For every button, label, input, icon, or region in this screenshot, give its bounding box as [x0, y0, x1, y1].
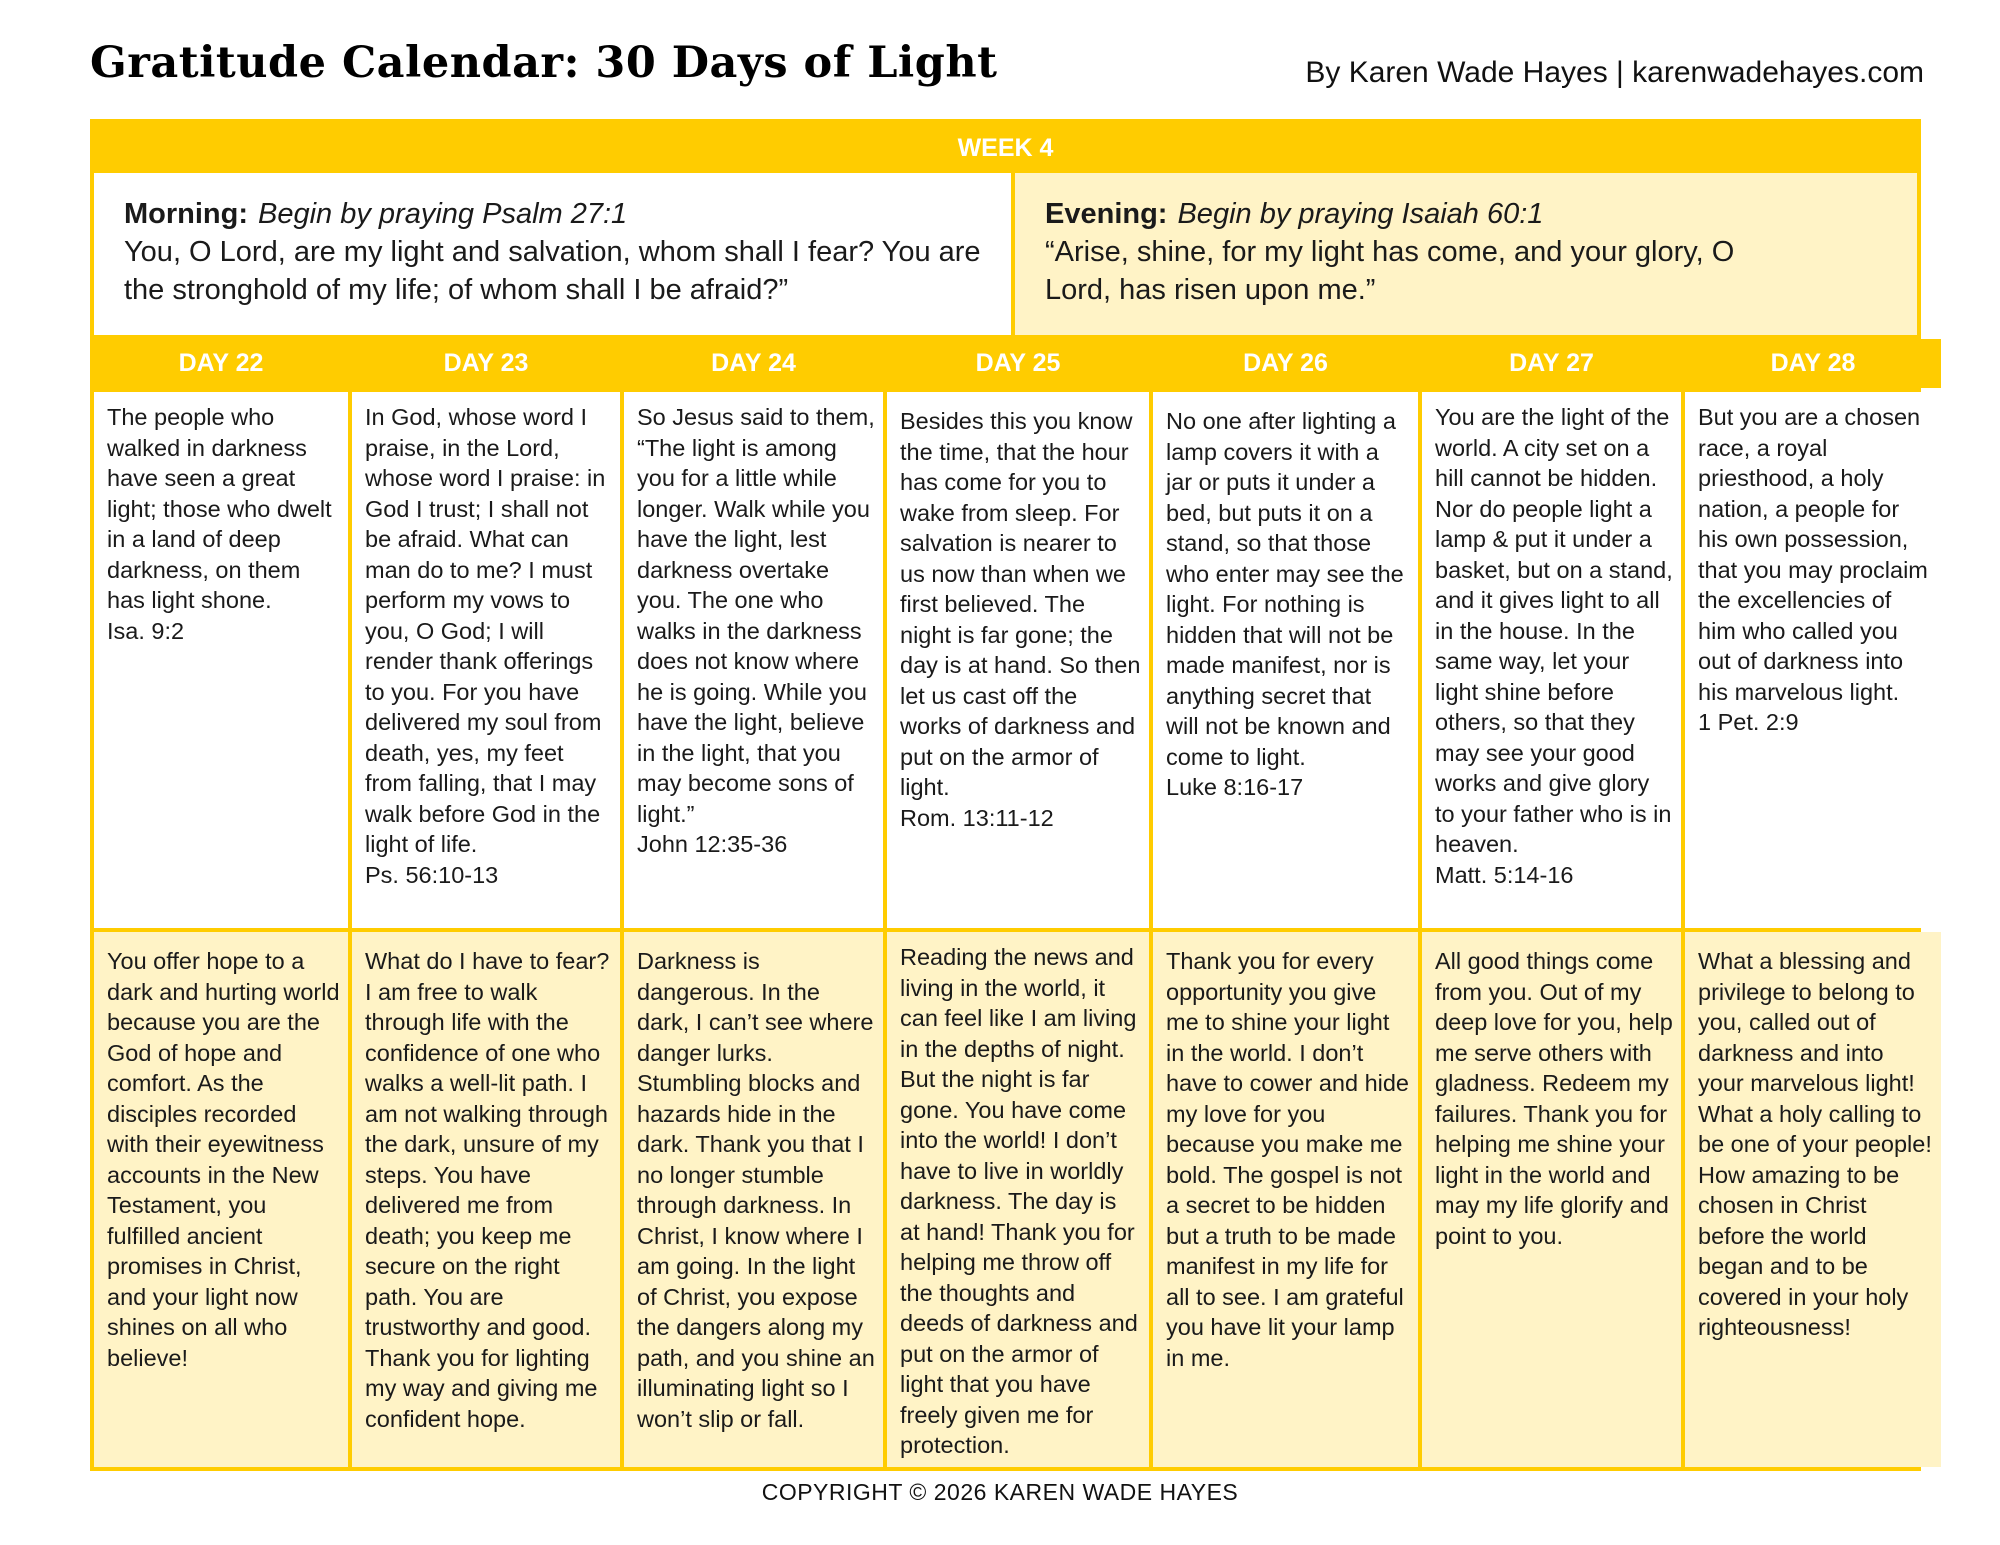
- day-22-verse: [94, 392, 348, 928]
- day-24-verse: [624, 392, 883, 928]
- verse-text: Besides this you know the time, that the hour has come for you to wake from sleep. For salvation is nearer to us now than when we first believed. The night is far gone; the day is at hand. So then let us cast off the works of darkness and put on the armor of light.: [900, 408, 1141, 800]
- day-26-verse: [1153, 392, 1418, 928]
- copyright-footer: COPYRIGHT © 2026 KAREN WADE HAYES: [761, 1479, 1239, 1505]
- morning-intro: Begin by praying Psalm 27:1: [258, 198, 628, 230]
- day-26-reflection: Thank you for every opportunity you give me to shine your light in the world. I don’t have to cower and hide my love for you because you make me bold. The gospel is not a secret to be hidden but a truth to be made manifest in my life for all to see. I am grateful you have lit your lamp in me.: [1153, 932, 1418, 1467]
- verse-text: No one after lighting a lamp covers it with a jar or puts it under a bed, but puts it on a stand, so that those who enter may see the light. For nothing is hidden that will not be made manifest, nor is anything secret that will not be known and come to light.: [1166, 408, 1404, 770]
- verse-text: The people who walked in darkness have seen a great light; those who dwelt in a land of deep darkness, on them has light shone.: [107, 404, 332, 613]
- author-byline: By Karen Wade Hayes | karenwadehayes.com: [1305, 56, 1924, 89]
- day-24-reflection: Darkness is dangerous. In the dark, I can’t see where danger lurks. Stumbling blocks and hazards hide in the dark. Thank you that I no longer stumble through darkness. In Christ, I know where I am going. In the light of Christ, you expose the dangers along my path, and you shine an illuminating light so I won’t slip or fall.: [624, 932, 883, 1467]
- morning-label: Morning:: [124, 198, 249, 230]
- verse-text: In God, whose word I praise, in the Lord, whose word I praise: in God I trust; I shall not be afraid. What can man do to me? I must perform my vows to you, O God; I will render thank offerings to you. For you have delivered my soul from death, yes, my feet from falling, that I may walk before God in the light of life.: [365, 404, 606, 857]
- morning-prayer: [94, 173, 1011, 335]
- day-23-reflection: What do I have to fear? I am free to walk through life with the confidence of one who walks a well-lit path. I am not walking through the dark, unsure of my steps. You have delivered me from death; you keep me secure on the right path. You are trustworthy and good. Thank you for lighting my way and giving me confident hope.: [352, 932, 620, 1467]
- day-25-verse: [887, 392, 1149, 928]
- page-title: Gratitude Calendar: 30 Days of Light: [90, 38, 998, 88]
- verse-reference: Matt. 5:14-16: [1435, 861, 1574, 888]
- day-23-verse: [352, 392, 620, 928]
- day-27-verse: [1422, 392, 1681, 928]
- evening-text: “Arise, shine, for my light has come, and your glory, O Lord, has risen upon me.”: [1045, 236, 1735, 306]
- morning-text: You, O Lord, are my light and salvation, whom shall I fear? You are the stronghold of my life; of whom shall I be afraid?”: [124, 236, 981, 306]
- verse-text: So Jesus said to them, “The light is among you for a little while longer. Walk while you have the light, lest darkness overtake you. The one who walks in the darkness does not know where he is going. While you have the light, believe in the light, that you may become sons of light.”: [637, 404, 875, 827]
- day-27-reflection: All good things come from you. Out of my deep love for you, help me serve others with gladness. Redeem my failures. Thank you for helping me shine your light in the world and may my life glorify and point to you.: [1422, 932, 1681, 1467]
- day-25-header: DAY 25: [887, 339, 1149, 388]
- verse-reference: Isa. 9:2: [107, 617, 185, 644]
- day-25-reflection: Reading the news and living in the world, it can feel like I am living in the depths of night. But the night is far gone. You have come into the world! I don’t have to live in worldly darkness. The day is at hand! Thank you for helping me throw off the thoughts and deeds of darkness and put on the armor of light that you have freely given me for protection.: [887, 932, 1149, 1467]
- verse-reference: Luke 8:16-17: [1166, 774, 1304, 800]
- day-28-verse: [1685, 392, 1941, 928]
- day-24-header: DAY 24: [624, 339, 883, 388]
- evening-intro: Begin by praying Isaiah 60:1: [1177, 198, 1544, 230]
- verse-text: You are the light of the world. A city set on a hill cannot be hidden. Nor do people light a lamp & put it under a basket, but on a stand, and it gives light to all in the house. In the same way, let your light shine before others, so that they may see your good works and give glory to your father who is in heaven.: [1435, 404, 1673, 857]
- week-header: WEEK 4: [94, 123, 1917, 173]
- verse-reference: Rom. 13:11-12: [900, 804, 1054, 831]
- day-23-header: DAY 23: [352, 339, 620, 388]
- verse-text: But you are a chosen race, a royal priesthood, a holy nation, a people for his own possession, that you may proclaim the excellencies of him who called you out of darkness into his marvelous light.: [1698, 404, 1928, 705]
- day-28-reflection: What a blessing and privilege to belong to you, called out of darkness and into your marvelous light! What a holy calling to be one of your people! How amazing to be chosen in Christ before the world began and to be covered in your holy righteousness!: [1685, 932, 1941, 1467]
- day-22-reflection: You offer hope to a dark and hurting world because you are the God of hope and comfort. As the disciples recorded with their eyewitness accounts in the New Testament, you fulfilled ancient promises in Christ, and your light now shines on all who believe!: [94, 932, 348, 1467]
- day-28-header: DAY 28: [1685, 339, 1941, 388]
- evening-label: Evening:: [1045, 198, 1168, 230]
- day-26-header: DAY 26: [1153, 339, 1418, 388]
- evening-prayer: [1011, 173, 1917, 335]
- day-22-header: DAY 22: [94, 339, 348, 388]
- day-27-header: DAY 27: [1422, 339, 1681, 388]
- days-grid: [94, 335, 1932, 1467]
- verse-reference: Ps. 56:10-13: [365, 861, 499, 888]
- verse-reference: 1 Pet. 2:9: [1698, 709, 1799, 735]
- verse-reference: John 12:35-36: [637, 831, 788, 857]
- calendar-table: [90, 119, 1932, 1471]
